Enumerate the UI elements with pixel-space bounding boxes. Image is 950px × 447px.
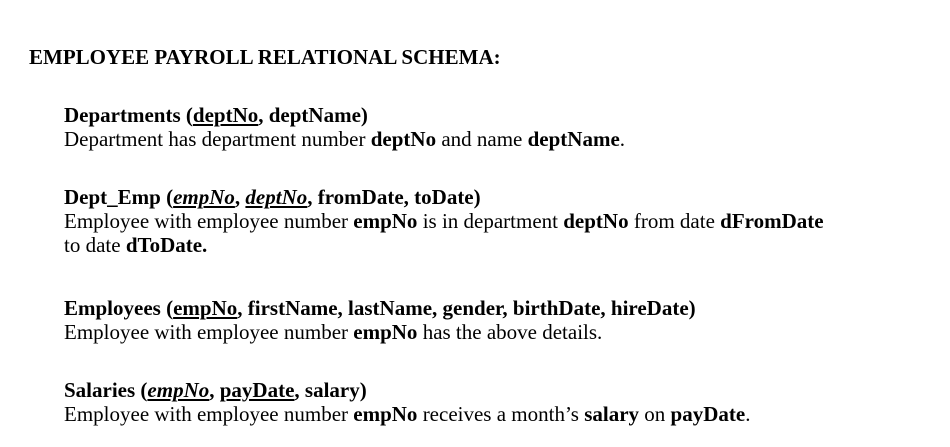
description-term: deptName bbox=[527, 127, 620, 151]
relation-entry-employees bbox=[64, 296, 944, 344]
description-term: dToDate. bbox=[125, 233, 208, 257]
description-term: deptNo bbox=[370, 127, 437, 151]
attribute-text: , salary bbox=[294, 378, 360, 402]
attribute-text: , fromDate, toDate bbox=[307, 185, 474, 209]
description-text: is in department bbox=[417, 209, 564, 233]
description-text: and name bbox=[436, 127, 528, 151]
relation-name: Departments bbox=[64, 103, 181, 127]
relation-description bbox=[64, 320, 944, 344]
description-term: deptNo bbox=[563, 209, 629, 233]
relation-paren-open: ( bbox=[160, 185, 174, 209]
relation-schema bbox=[64, 185, 944, 209]
description-text: has the above details. bbox=[417, 320, 603, 344]
relation-paren-open: ( bbox=[160, 296, 174, 320]
relation-description bbox=[64, 127, 944, 151]
description-text: Department has department number bbox=[64, 127, 371, 151]
relation-paren-close: ) bbox=[359, 378, 367, 402]
description-text: Employee with employee number bbox=[64, 320, 354, 344]
description-text: to date bbox=[64, 233, 126, 257]
description-text: . bbox=[619, 127, 626, 151]
description-text: receives a month’s bbox=[417, 402, 585, 426]
foreign-key-attribute: empNo bbox=[147, 378, 210, 402]
relation-paren-close: ) bbox=[473, 185, 481, 209]
primary-key-attribute: payDate bbox=[219, 378, 295, 402]
description-term: empNo bbox=[353, 209, 418, 233]
relation-paren-open: ( bbox=[135, 378, 148, 402]
description-text: on bbox=[639, 402, 671, 426]
description-text: from date bbox=[628, 209, 721, 233]
relation-description-continued bbox=[64, 233, 944, 257]
description-text: . bbox=[745, 402, 751, 426]
description-term: dFromDate bbox=[720, 209, 824, 233]
relation-description bbox=[64, 402, 944, 426]
relation-schema bbox=[64, 296, 944, 320]
relation-description bbox=[64, 209, 944, 233]
description-term: empNo bbox=[353, 402, 418, 426]
relation-schema bbox=[64, 378, 944, 402]
attribute-text: , bbox=[258, 103, 269, 127]
description-text: Employee with employee number bbox=[64, 209, 354, 233]
description-term: payDate bbox=[670, 402, 746, 426]
relation-paren-open: ( bbox=[180, 103, 193, 127]
relation-entry-departments bbox=[64, 103, 944, 151]
relation-entry-dept-emp bbox=[64, 185, 944, 257]
description-term: empNo bbox=[353, 320, 418, 344]
attribute-text: , firstName, lastName, gender, birthDate, hireDate bbox=[237, 296, 689, 320]
attribute-text: , bbox=[209, 378, 220, 402]
attribute-text: deptName bbox=[268, 103, 361, 127]
relation-name: Salaries bbox=[64, 378, 136, 402]
primary-key-attribute: deptNo bbox=[192, 103, 259, 127]
description-text: Employee with employee number bbox=[64, 402, 354, 426]
relation-paren-close: ) bbox=[688, 296, 696, 320]
page-title: EMPLOYEE PAYROLL RELATIONAL SCHEMA: bbox=[29, 45, 501, 69]
primary-key-attribute: empNo bbox=[173, 296, 238, 320]
foreign-key-attribute: deptNo bbox=[245, 185, 308, 209]
relation-name: Employees bbox=[64, 296, 161, 320]
attribute-text: , bbox=[234, 185, 246, 209]
relation-name: Dept_Emp bbox=[64, 185, 161, 209]
relation-paren-close: ) bbox=[360, 103, 368, 127]
description-term: salary bbox=[584, 402, 640, 426]
relation-schema bbox=[64, 103, 944, 127]
relation-entry-salaries bbox=[64, 378, 944, 426]
foreign-key-attribute: empNo bbox=[173, 185, 235, 209]
